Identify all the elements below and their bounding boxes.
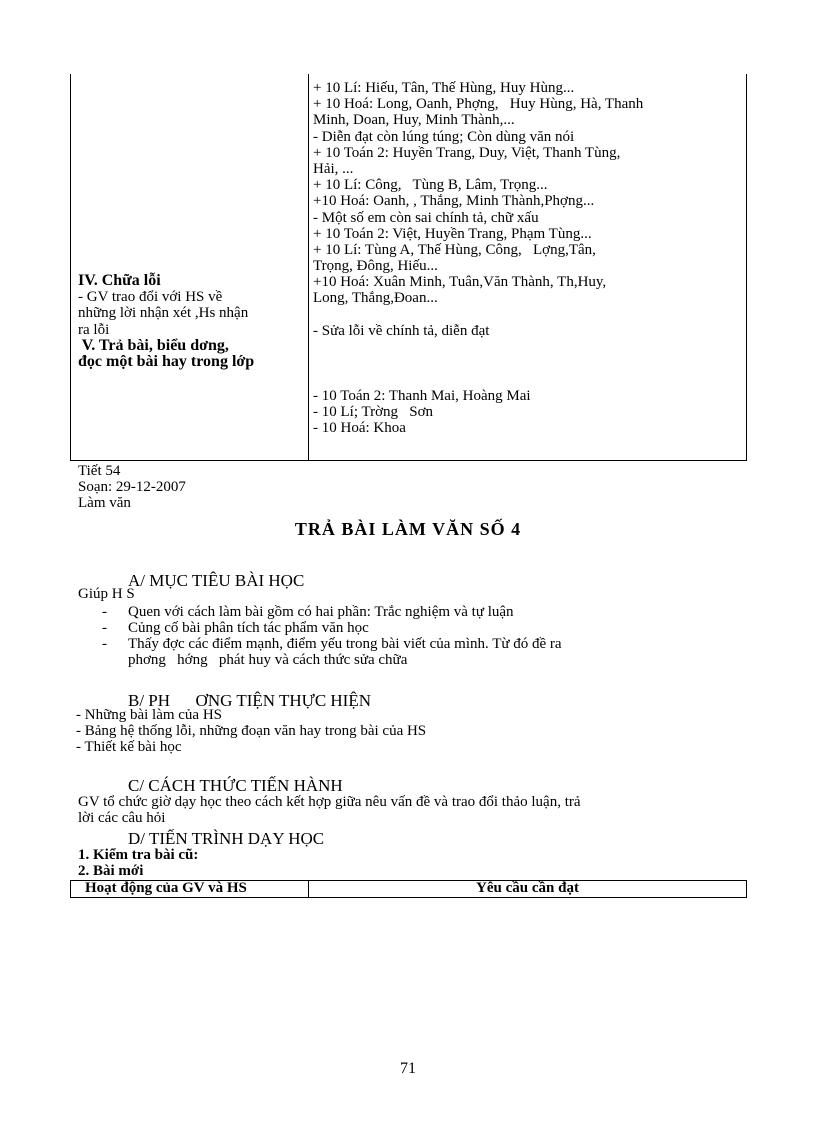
paragraph-line: lời các câu hỏi xyxy=(78,810,166,827)
list-item: - Bảng hệ thống lỗi, những đoạn văn hay trong bài của HS xyxy=(76,723,427,740)
list-item: - Thấy đợc các điểm mạnh, điểm yếu trong bài viết của mình. Từ đó đề ra xyxy=(102,636,562,652)
right-line: Long, Thắng,Đoan... xyxy=(313,290,438,307)
right-line: + 10 Lí: Công, Tùng B, Lâm, Trọng... xyxy=(313,177,548,194)
right-line: - Một số em còn sai chính tả, chữ xấu xyxy=(313,209,539,226)
list-item: - Củng cố bài phân tích tác phẩm văn học xyxy=(102,620,369,636)
column-header-requirements: Yêu cầu cần đạt xyxy=(476,881,579,896)
section-b-list xyxy=(76,707,426,756)
right-line: Hải, ... xyxy=(313,160,354,177)
section-d-item-2: 2. Bài mới xyxy=(78,863,144,879)
section-c-body xyxy=(78,794,581,826)
iv-line: ra lỗi xyxy=(78,321,110,338)
right-line: + 10 Hoá: Long, Oanh, Phợng, Huy Hùng, Hà, Thanh xyxy=(313,96,644,113)
right-line: + 10 Toán 2: Huyền Trang, Duy, Việt, Thanh Tùng, xyxy=(313,144,621,161)
iv-line: - GV trao đổi với HS về xyxy=(78,289,223,306)
list-item-continuation: phơng hớng phát huy và cách thức sửa chữa xyxy=(128,652,408,668)
right-line: +10 Hoá: Xuân Minh, Tuân,Văn Thành, Th,Huy, xyxy=(313,274,607,291)
right-line: Trọng, Đông, Hiếu... xyxy=(313,258,438,275)
section-b-heading: B/ PH ƠNG TIỆN THỰC HIỆN xyxy=(128,691,372,710)
section-a-heading: A/ MỤC TIÊU BÀI HỌC xyxy=(128,571,305,590)
prep-date: Soạn: 29-12-2007 xyxy=(78,479,186,496)
right-line: - 10 Lí; Trờng Sơn xyxy=(313,403,434,420)
right-line: - Diễn đạt còn lúng túng; Còn dùng văn nói xyxy=(313,128,575,145)
list-item: - Những bài làm của HS xyxy=(76,707,223,723)
table-right-cell xyxy=(313,80,745,432)
meta-block xyxy=(78,463,186,512)
right-line: Minh, Doan, Huy, Minh Thành,... xyxy=(313,112,515,129)
right-line xyxy=(313,371,745,387)
right-line xyxy=(313,355,745,371)
section-a-intro: Giúp H S xyxy=(78,586,135,602)
right-line: - Sửa lỗi về chính tả, diễn đạt xyxy=(313,322,490,339)
list-item: - Quen với cách làm bài gồm có hai phần: Trắc nghiệm và tự luận xyxy=(102,604,514,620)
paragraph-line: GV tổ chức giờ dạy học theo cách kết hợp giữa nêu vấn đề và trao đổi thảo luận, trả xyxy=(78,794,581,810)
page-number: 71 xyxy=(400,1060,416,1077)
right-line: + 10 Lí: Tùng A, Thế Hùng, Công, Lợng,Tân, xyxy=(313,241,596,258)
column-header-activities: Hoạt động của GV và HS xyxy=(71,881,309,897)
right-line: +10 Hoá: Oanh, , Thắng, Minh Thành,Phợng... xyxy=(313,193,595,210)
section-d-heading: D/ TIẾN TRÌNH DẠY HỌC xyxy=(128,829,325,848)
right-line xyxy=(313,307,745,323)
right-line: - 10 Toán 2: Thanh Mai, Hoàng Mai xyxy=(313,387,531,404)
heading-v: đọc một bài hay trong lớp xyxy=(78,352,255,370)
page-title: TRẢ BÀI LÀM VĂN SỐ 4 xyxy=(294,519,522,539)
heading-v: V. Trả bài, biểu dơng, xyxy=(78,336,229,354)
section-a-list xyxy=(78,604,562,668)
lesson-number: Tiết 54 xyxy=(78,463,121,479)
section-c-heading: C/ CÁCH THỨC TIẾN HÀNH xyxy=(128,776,343,795)
right-line xyxy=(313,339,745,355)
section-d-item-1: 1. Kiểm tra bài cũ: xyxy=(78,847,199,863)
table-left-cell xyxy=(78,273,304,370)
list-item: - Thiết kế bài học xyxy=(76,739,182,756)
heading-iv: IV. Chữa lỗi xyxy=(78,272,161,289)
activity-table-header xyxy=(70,880,747,898)
right-line: + 10 Toán 2: Việt, Huyền Trang, Phạm Tùng... xyxy=(313,225,592,242)
iv-line: những lời nhận xét ,Hs nhận xyxy=(78,305,249,322)
right-line: + 10 Lí: Hiếu, Tân, Thế Hùng, Huy Hùng... xyxy=(313,80,575,96)
table-column-divider xyxy=(308,74,309,461)
right-line: - 10 Hoá: Khoa xyxy=(313,419,406,432)
subject: Làm văn xyxy=(78,495,131,512)
